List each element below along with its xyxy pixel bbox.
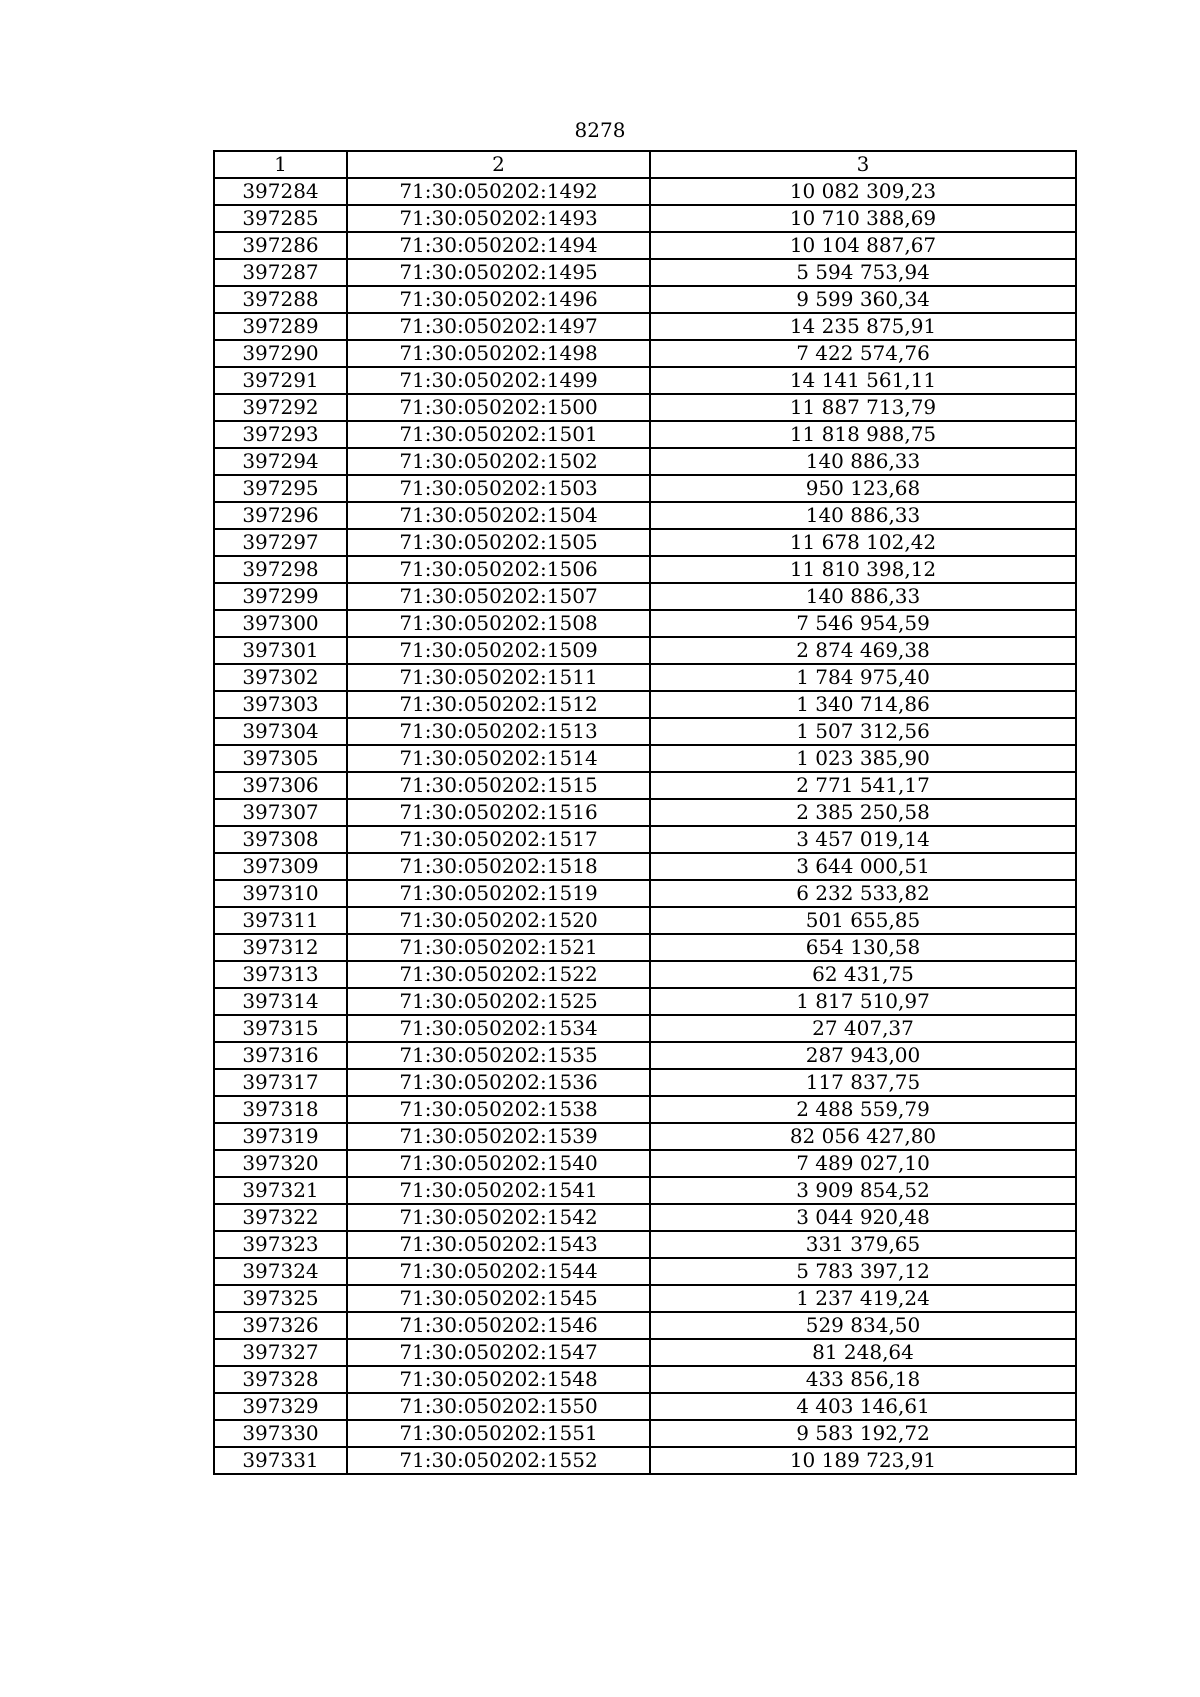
table-row [214,529,1076,556]
row-number-cell: 397294 [214,448,347,475]
header-cell-2: 2 [347,151,650,178]
cadastral-number-cell: 71:30:050202:1544 [347,1258,650,1285]
table-row [214,313,1076,340]
registry-table [213,150,1077,1475]
row-number-cell: 397287 [214,259,347,286]
row-number-cell: 397301 [214,637,347,664]
value-cell: 433 856,18 [650,1366,1076,1393]
cadastral-number-cell: 71:30:050202:1550 [347,1393,650,1420]
row-number-cell: 397318 [214,1096,347,1123]
value-cell: 950 123,68 [650,475,1076,502]
cadastral-number-cell: 71:30:050202:1522 [347,961,650,988]
cadastral-number-cell: 71:30:050202:1509 [347,637,650,664]
cadastral-number-cell: 71:30:050202:1515 [347,772,650,799]
cadastral-number-cell: 71:30:050202:1536 [347,1069,650,1096]
cadastral-number-cell: 71:30:050202:1519 [347,880,650,907]
value-cell: 3 457 019,14 [650,826,1076,853]
page-number: 8278 [574,118,626,142]
value-cell: 82 056 427,80 [650,1123,1076,1150]
cadastral-number-cell: 71:30:050202:1514 [347,745,650,772]
cadastral-number-cell: 71:30:050202:1495 [347,259,650,286]
table-row [214,1096,1076,1123]
cadastral-number-cell: 71:30:050202:1494 [347,232,650,259]
row-number-cell: 397295 [214,475,347,502]
row-number-cell: 397293 [214,421,347,448]
table-row [214,1366,1076,1393]
value-cell: 529 834,50 [650,1312,1076,1339]
cadastral-number-cell: 71:30:050202:1499 [347,367,650,394]
value-cell: 14 235 875,91 [650,313,1076,340]
value-cell: 81 248,64 [650,1339,1076,1366]
cadastral-number-cell: 71:30:050202:1516 [347,799,650,826]
value-cell: 11 887 713,79 [650,394,1076,421]
table-row [214,1285,1076,1312]
cadastral-number-cell: 71:30:050202:1492 [347,178,650,205]
table-row [214,664,1076,691]
row-number-cell: 397286 [214,232,347,259]
cadastral-number-cell: 71:30:050202:1539 [347,1123,650,1150]
table-row [214,1231,1076,1258]
value-cell: 10 082 309,23 [650,178,1076,205]
value-cell: 5 594 753,94 [650,259,1076,286]
table-row [214,637,1076,664]
cadastral-number-cell: 71:30:050202:1508 [347,610,650,637]
table-row [214,772,1076,799]
table-row [214,448,1076,475]
row-number-cell: 397315 [214,1015,347,1042]
header-cell-1: 1 [214,151,347,178]
value-cell: 2 874 469,38 [650,637,1076,664]
value-cell: 3 644 000,51 [650,853,1076,880]
table-row [214,1447,1076,1474]
value-cell: 7 489 027,10 [650,1150,1076,1177]
table-row [214,799,1076,826]
value-cell: 140 886,33 [650,583,1076,610]
table-row [214,259,1076,286]
table-row [214,583,1076,610]
row-number-cell: 397320 [214,1150,347,1177]
table-row [214,556,1076,583]
cadastral-number-cell: 71:30:050202:1505 [347,529,650,556]
row-number-cell: 397313 [214,961,347,988]
row-number-cell: 397326 [214,1312,347,1339]
row-number-cell: 397302 [214,664,347,691]
row-number-cell: 397328 [214,1366,347,1393]
cadastral-number-cell: 71:30:050202:1535 [347,1042,650,1069]
row-number-cell: 397296 [214,502,347,529]
row-number-cell: 397325 [214,1285,347,1312]
row-number-cell: 397322 [214,1204,347,1231]
value-cell: 11 678 102,42 [650,529,1076,556]
value-cell: 3 044 920,48 [650,1204,1076,1231]
row-number-cell: 397329 [214,1393,347,1420]
table-row [214,1069,1076,1096]
row-number-cell: 397323 [214,1231,347,1258]
table-row [214,853,1076,880]
cadastral-number-cell: 71:30:050202:1545 [347,1285,650,1312]
value-cell: 5 783 397,12 [650,1258,1076,1285]
cadastral-number-cell: 71:30:050202:1521 [347,934,650,961]
table-row [214,1150,1076,1177]
row-number-cell: 397307 [214,799,347,826]
cadastral-number-cell: 71:30:050202:1552 [347,1447,650,1474]
value-cell: 2 771 541,17 [650,772,1076,799]
row-number-cell: 397321 [214,1177,347,1204]
value-cell: 331 379,65 [650,1231,1076,1258]
row-number-cell: 397319 [214,1123,347,1150]
row-number-cell: 397298 [214,556,347,583]
value-cell: 11 810 398,12 [650,556,1076,583]
cadastral-number-cell: 71:30:050202:1520 [347,907,650,934]
value-cell: 10 104 887,67 [650,232,1076,259]
row-number-cell: 397312 [214,934,347,961]
row-number-cell: 397324 [214,1258,347,1285]
table-row [214,1123,1076,1150]
table-body [214,178,1076,1474]
table-row [214,367,1076,394]
table-row [214,961,1076,988]
row-number-cell: 397300 [214,610,347,637]
table-header [214,151,1076,178]
value-cell: 117 837,75 [650,1069,1076,1096]
value-cell: 1 237 419,24 [650,1285,1076,1312]
cadastral-number-cell: 71:30:050202:1547 [347,1339,650,1366]
table-row [214,1420,1076,1447]
cadastral-number-cell: 71:30:050202:1513 [347,718,650,745]
cadastral-number-cell: 71:30:050202:1493 [347,205,650,232]
value-cell: 2 385 250,58 [650,799,1076,826]
table-row [214,286,1076,313]
cadastral-number-cell: 71:30:050202:1551 [347,1420,650,1447]
table-row [214,178,1076,205]
cadastral-number-cell: 71:30:050202:1496 [347,286,650,313]
value-cell: 3 909 854,52 [650,1177,1076,1204]
value-cell: 10 189 723,91 [650,1447,1076,1474]
table-row [214,1177,1076,1204]
table-row [214,205,1076,232]
table-row [214,1393,1076,1420]
cadastral-number-cell: 71:30:050202:1538 [347,1096,650,1123]
cadastral-number-cell: 71:30:050202:1506 [347,556,650,583]
value-cell: 2 488 559,79 [650,1096,1076,1123]
row-number-cell: 397285 [214,205,347,232]
cadastral-number-cell: 71:30:050202:1511 [347,664,650,691]
cadastral-number-cell: 71:30:050202:1541 [347,1177,650,1204]
value-cell: 27 407,37 [650,1015,1076,1042]
cadastral-number-cell: 71:30:050202:1502 [347,448,650,475]
table-row [214,880,1076,907]
value-cell: 140 886,33 [650,502,1076,529]
cadastral-number-cell: 71:30:050202:1534 [347,1015,650,1042]
cadastral-number-cell: 71:30:050202:1498 [347,340,650,367]
row-number-cell: 397308 [214,826,347,853]
table-row [214,1042,1076,1069]
row-number-cell: 397305 [214,745,347,772]
row-number-cell: 397311 [214,907,347,934]
row-number-cell: 397327 [214,1339,347,1366]
table-row [214,1258,1076,1285]
row-number-cell: 397317 [214,1069,347,1096]
cadastral-number-cell: 71:30:050202:1507 [347,583,650,610]
cadastral-number-cell: 71:30:050202:1517 [347,826,650,853]
row-number-cell: 397331 [214,1447,347,1474]
row-number-cell: 397330 [214,1420,347,1447]
value-cell: 140 886,33 [650,448,1076,475]
value-cell: 6 232 533,82 [650,880,1076,907]
table-row [214,502,1076,529]
row-number-cell: 397316 [214,1042,347,1069]
cadastral-number-cell: 71:30:050202:1525 [347,988,650,1015]
value-cell: 7 546 954,59 [650,610,1076,637]
value-cell: 501 655,85 [650,907,1076,934]
table-row [214,934,1076,961]
row-number-cell: 397289 [214,313,347,340]
row-number-cell: 397309 [214,853,347,880]
cadastral-number-cell: 71:30:050202:1540 [347,1150,650,1177]
row-number-cell: 397290 [214,340,347,367]
row-number-cell: 397314 [214,988,347,1015]
value-cell: 1 507 312,56 [650,718,1076,745]
cadastral-number-cell: 71:30:050202:1546 [347,1312,650,1339]
cadastral-number-cell: 71:30:050202:1548 [347,1366,650,1393]
table-row [214,1204,1076,1231]
value-cell: 1 340 714,86 [650,691,1076,718]
row-number-cell: 397297 [214,529,347,556]
value-cell: 4 403 146,61 [650,1393,1076,1420]
row-number-cell: 397292 [214,394,347,421]
row-number-cell: 397310 [214,880,347,907]
value-cell: 9 583 192,72 [650,1420,1076,1447]
value-cell: 1 023 385,90 [650,745,1076,772]
table-row [214,232,1076,259]
table-row [214,610,1076,637]
row-number-cell: 397304 [214,718,347,745]
table-row [214,1312,1076,1339]
table-row [214,718,1076,745]
cadastral-number-cell: 71:30:050202:1504 [347,502,650,529]
cadastral-number-cell: 71:30:050202:1497 [347,313,650,340]
table-row [214,475,1076,502]
table-row [214,340,1076,367]
table-row [214,691,1076,718]
table-row [214,988,1076,1015]
table-row [214,1015,1076,1042]
cadastral-number-cell: 71:30:050202:1503 [347,475,650,502]
cadastral-number-cell: 71:30:050202:1543 [347,1231,650,1258]
cadastral-number-cell: 71:30:050202:1501 [347,421,650,448]
value-cell: 9 599 360,34 [650,286,1076,313]
table-row [214,907,1076,934]
value-cell: 62 431,75 [650,961,1076,988]
value-cell: 287 943,00 [650,1042,1076,1069]
cadastral-number-cell: 71:30:050202:1518 [347,853,650,880]
value-cell: 654 130,58 [650,934,1076,961]
value-cell: 14 141 561,11 [650,367,1076,394]
cadastral-number-cell: 71:30:050202:1512 [347,691,650,718]
value-cell: 1 784 975,40 [650,664,1076,691]
value-cell: 10 710 388,69 [650,205,1076,232]
row-number-cell: 397288 [214,286,347,313]
cadastral-number-cell: 71:30:050202:1542 [347,1204,650,1231]
table-row [214,421,1076,448]
value-cell: 11 818 988,75 [650,421,1076,448]
row-number-cell: 397299 [214,583,347,610]
value-cell: 7 422 574,76 [650,340,1076,367]
row-number-cell: 397284 [214,178,347,205]
table-row [214,745,1076,772]
row-number-cell: 397303 [214,691,347,718]
table-row [214,1339,1076,1366]
header-cell-3: 3 [650,151,1076,178]
header-row [214,151,1076,178]
cadastral-number-cell: 71:30:050202:1500 [347,394,650,421]
value-cell: 1 817 510,97 [650,988,1076,1015]
table-row [214,394,1076,421]
row-number-cell: 397306 [214,772,347,799]
table-row [214,826,1076,853]
row-number-cell: 397291 [214,367,347,394]
